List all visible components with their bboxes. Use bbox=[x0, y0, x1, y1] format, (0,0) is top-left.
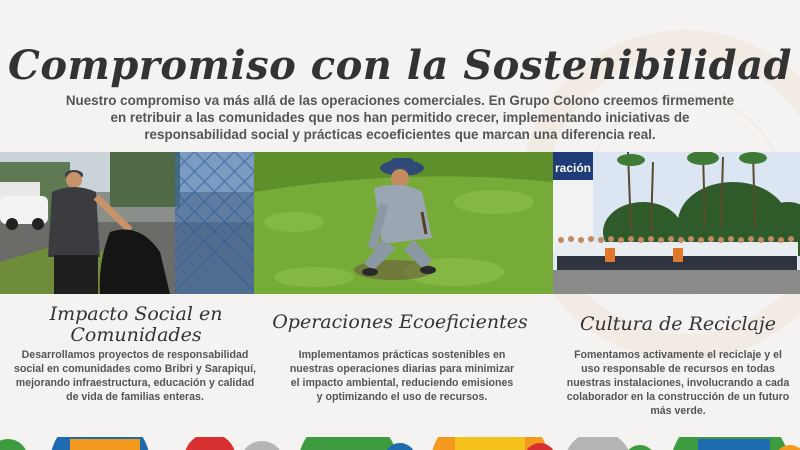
card-title-social-impact: Impacto Social en Comunidades bbox=[49, 303, 223, 346]
volunteer-photo-svg bbox=[0, 152, 254, 294]
planting-photo-svg bbox=[254, 152, 553, 294]
card-description-recycling-culture: Fomentamos activamente el reciclaje y el uso responsable de recursos en todas nuestras instalaciones, involucrando a cada colaborador en la construcción de un futuro más verde. bbox=[566, 349, 790, 417]
intro-text: Nuestro compromiso va más allá de las operaciones comerciales. En Grupo Colono creemos firmemente en retribuir a las comunidades que nos han permitido crecer, implementando iniciativas de responsabilidad social y prácticas ecoeficientes que marcan una diferencia real. bbox=[65, 93, 735, 142]
team-photo-svg bbox=[553, 152, 800, 294]
card-title-recycling-culture: Cultura de Reciclaje bbox=[579, 313, 777, 335]
volunteer-collecting-trash-photo bbox=[0, 152, 254, 294]
page-title: Compromiso con la Sostenibilidad bbox=[8, 42, 792, 89]
sdg-color-strip bbox=[0, 436, 800, 450]
card-description-social-impact: Desarrollamos proyectos de responsabilidad social en comunidades como Bribri y Sarapiquí, mejorando infraestructura, educación y calidad de vida de familias enteras. bbox=[14, 349, 256, 403]
card-description-eco-operations: Implementamos prácticas sostenibles en nuestras operaciones diarias para minimizar el impacto ambiental, reduciendo emisiones y optimizando el uso de recursos. bbox=[289, 349, 515, 403]
sdg-circles-svg bbox=[0, 437, 800, 450]
team-group-photo bbox=[553, 152, 800, 294]
person-planting-tree-photo bbox=[254, 152, 553, 294]
card-title-eco-operations: Operaciones Ecoeficientes bbox=[272, 311, 528, 333]
building-sign-text: ración bbox=[555, 161, 592, 175]
